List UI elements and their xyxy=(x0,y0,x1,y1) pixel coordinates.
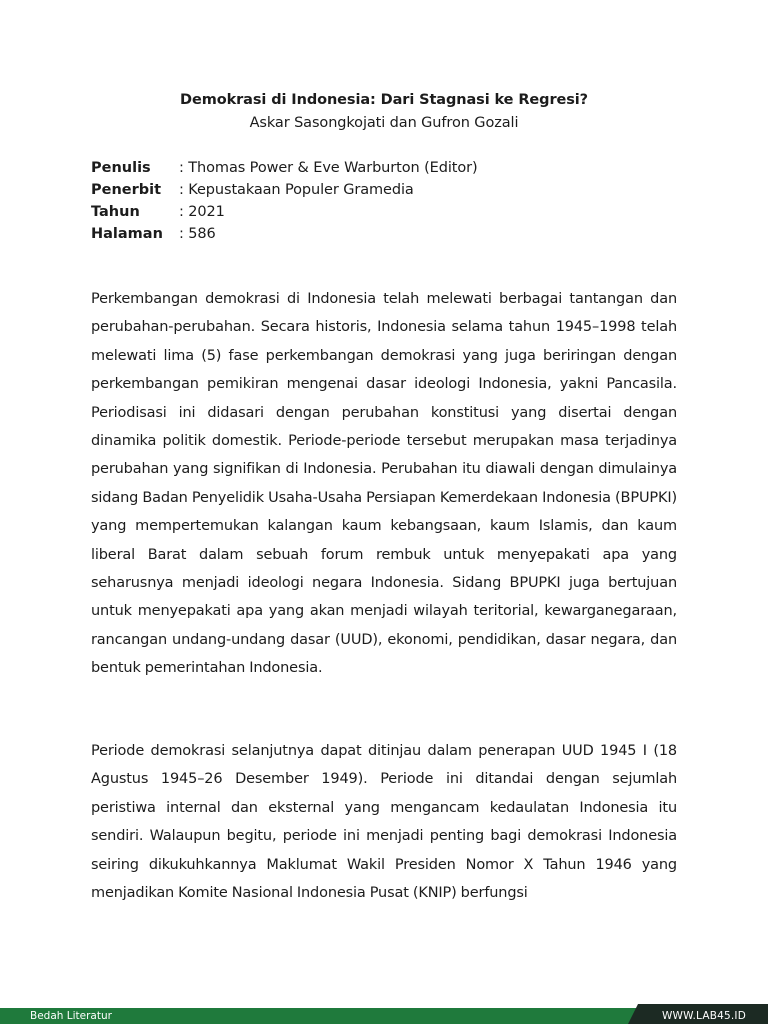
meta-label: Penulis xyxy=(91,160,151,176)
meta-label: Halaman xyxy=(91,226,163,242)
meta-label: Tahun xyxy=(91,204,140,220)
meta-row-tahun xyxy=(91,201,478,223)
meta-value: : 586 xyxy=(179,226,216,242)
book-metadata xyxy=(91,157,478,245)
body-paragraph-1: Perkembangan demokrasi di Indonesia telah melewati berbagai tantangan dan perubahan-perubahan. Secara historis, Indonesia selama tahun 1945–1998 telah melewati lima (5) fase perkembangan demokrasi yang juga beriringan dengan perkembangan pemikiran mengenai dasar ideologi Indonesia, yakni Pancasila. Periodisasi ini didasari dengan perubahan konstitusi yang disertai dengan dinamika politik domestik. Periode-periode tersebut merupakan masa terjadinya perubahan yang signifikan di Indonesia. Perubahan itu diawali dengan dimulainya sidang Badan Penyelidik Usaha-Usaha Persiapan Kemerdekaan Indonesia (BPUPKI) yang mempertemukan kalangan kaum kebangsaan, kaum Islamis, dan kaum liberal Barat dalam sebuah forum rembuk untuk menyepakati apa yang seharusnya menjadi ideologi negara Indonesia. Sidang BPUPKI juga bertujuan untuk menyepakati apa yang akan menjadi wilayah teritorial, kewarganegaraan, rancangan undang-undang dasar (UUD), ekonomi, pendidikan, dasar negara, dan bentuk pemerintahan Indonesia. xyxy=(91,291,677,677)
meta-row-halaman xyxy=(91,223,478,245)
meta-row-penerbit xyxy=(91,179,478,201)
meta-row-penulis xyxy=(91,157,478,179)
meta-label: Penerbit xyxy=(91,182,162,198)
meta-value: : Kepustakaan Populer Gramedia xyxy=(179,182,414,198)
footer-website-link[interactable]: WWW.LAB45.ID xyxy=(661,1010,746,1022)
document-title: Demokrasi di Indonesia: Dari Stagnasi ke Regresi? xyxy=(180,92,588,108)
document-authors: Askar Sasongkojati dan Gufron Gozali xyxy=(249,115,519,131)
footer-section-label: Bedah Literatur xyxy=(30,1010,112,1022)
meta-value: : 2021 xyxy=(179,204,225,220)
body-paragraph-2: Periode demokrasi selanjutnya dapat ditinjau dalam penerapan UUD 1945 I (18 Agustus 1945–26 Desember 1949). Periode ini ditandai dengan sejumlah peristiwa internal dan eksternal yang mengancam kedaulatan Indonesia itu sendiri. Walaupun begitu, periode ini menjadi penting bagi demokrasi Indonesia seiring dikukuhkannya Maklumat Wakil Presiden Nomor X Tahun 1946 yang menjadikan Komite Nasional Indonesia Pusat (KNIP) berfungsi xyxy=(91,743,677,902)
meta-value: : Thomas Power & Eve Warburton (Editor) xyxy=(179,160,478,176)
